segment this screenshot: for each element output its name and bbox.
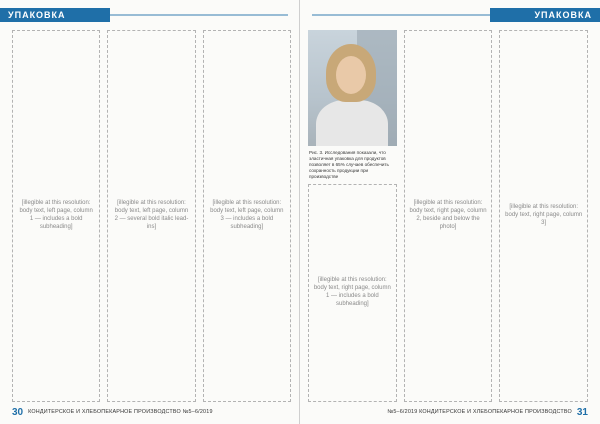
running-footer: КОНДИТЕРСКОЕ И ХЛЕБОПЕКАРНОЕ ПРОИЗВОДСТВО №5–6/2019	[28, 409, 213, 415]
text-gap: [illegible at this resolution: body text, left page, column 1 — includes a bold subheading]	[12, 30, 100, 402]
right-page	[300, 0, 600, 424]
left-columns	[12, 30, 291, 402]
right-column-3	[499, 30, 588, 402]
portrait-photo	[308, 30, 397, 146]
left-header-rule	[110, 14, 288, 16]
page-number: 31	[576, 406, 588, 418]
photo-caption: Рис. 3. Исследования показали, что эластичная упаковка для продуктов позволяет в 65% случаев обеспечить сохранность продукции при производстве	[309, 150, 389, 179]
page-number: 30	[12, 406, 24, 418]
text-gap: [illegible at this resolution: body text, right page, column 3]	[499, 30, 588, 402]
text-gap: [illegible at this resolution: body text, left page, column 3 — includes a bold subheading]	[203, 30, 291, 402]
text-gap: [illegible at this resolution: body text, left page, column 2 — several bold italic lead-ins]	[107, 30, 195, 402]
left-column-1	[12, 30, 100, 402]
right-header-text: УПАКОВКА	[534, 10, 592, 20]
left-section-header	[0, 6, 300, 24]
right-section-header	[300, 6, 600, 24]
right-header-rule	[312, 14, 490, 16]
text-gap: [illegible at this resolution: body text, right page, column 1 — includes a bold subheading]	[308, 184, 397, 402]
right-header-band	[490, 8, 600, 22]
text-gap: [illegible at this resolution: body text, right page, column 2, beside and below the photo]	[404, 30, 493, 402]
left-column-2	[107, 30, 195, 402]
right-column-2	[404, 30, 493, 402]
left-column-3	[203, 30, 291, 402]
right-columns	[308, 30, 588, 402]
left-header-band	[0, 8, 110, 22]
right-footer	[387, 406, 588, 418]
running-footer: №5–6/2019 КОНДИТЕРСКОЕ И ХЛЕБОПЕКАРНОЕ ПРОИЗВОДСТВО	[387, 409, 572, 415]
left-header-text: УПАКОВКА	[8, 10, 66, 20]
right-column-1	[308, 30, 397, 402]
left-footer	[12, 406, 213, 418]
